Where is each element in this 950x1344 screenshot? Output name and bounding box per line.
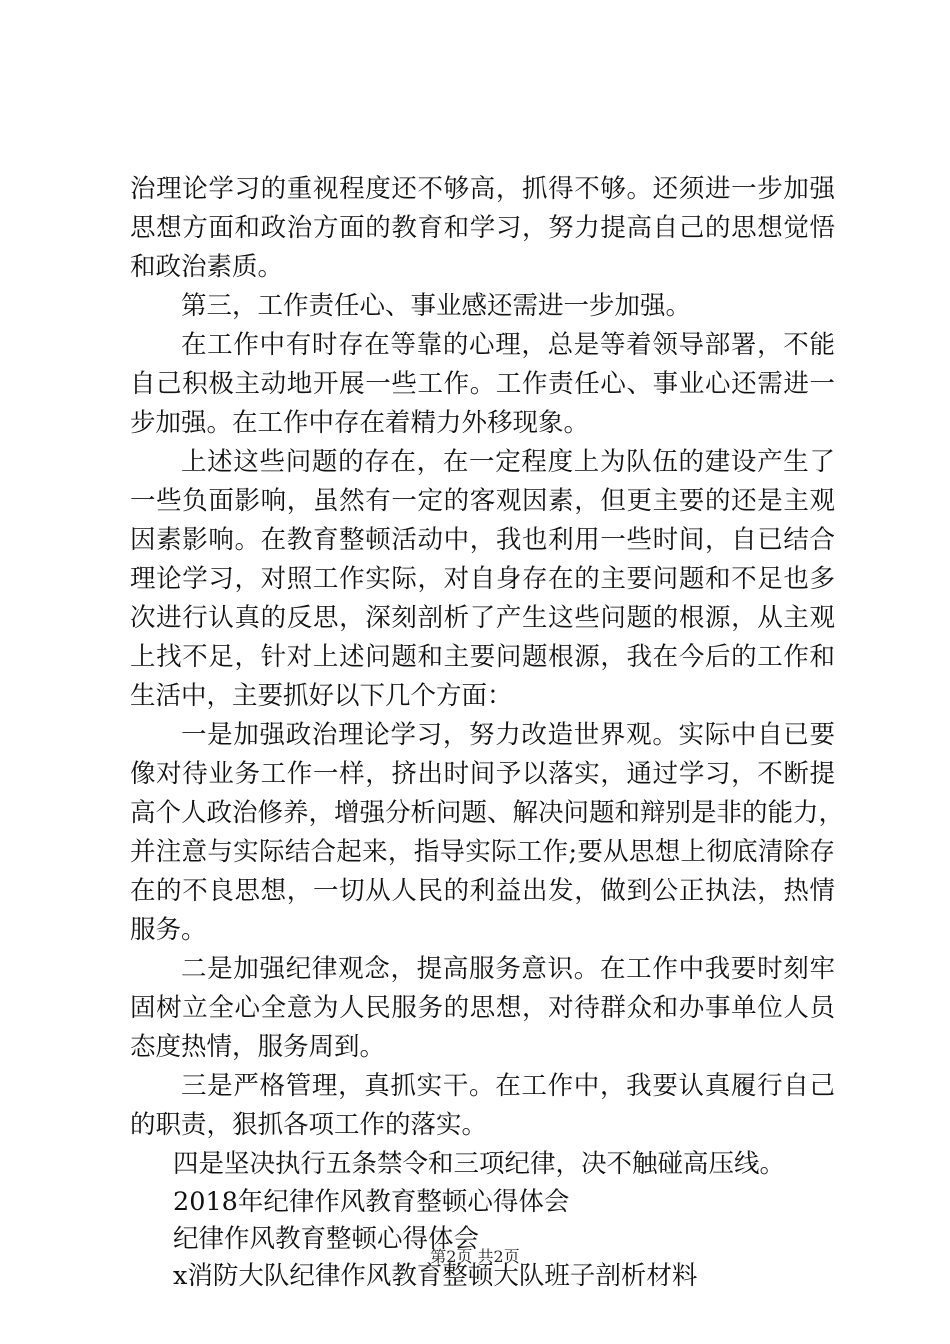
text-line: 生活中，主要抓好以下几个方面： <box>130 681 513 711</box>
text-line: 三是严格管理，真抓实干。在工作中，我要认真履行自己 <box>181 1071 835 1101</box>
text-line: 四是坚决执行五条禁令和三项纪律，决不触碰高压线。 <box>173 1149 786 1179</box>
text-line: 二是加强纪律观念，提高服务意识。在工作中我要时刻牢 <box>181 954 835 984</box>
related-title: x消防大队纪律作风教育整顿大队班子剖析材料 <box>173 1261 698 1291</box>
text-line: 上述这些问题的存在，在一定程度上为队伍的建设产生了 <box>181 447 835 477</box>
text-line: 和政治素质。 <box>130 252 284 282</box>
text-line: 像对待业务工作一样，挤出时间予以落实，通过学习，不断提 <box>130 759 835 789</box>
text-line: 态度热情，服务周到。 <box>130 1032 386 1062</box>
text-line: 固树立全心全意为人民服务的思想，对待群众和办事单位人员 <box>130 993 835 1023</box>
page-number-footer: 第2页 共2页 <box>430 1247 520 1266</box>
text-line: 次进行认真的反思，深刻剖析了产生这些问题的根源，从主观 <box>130 603 835 633</box>
text-line: 步加强。在工作中存在着精力外移现象。 <box>130 408 590 438</box>
text-line: 自己积极主动地开展一些工作。工作责任心、事业心还需进一 <box>130 369 835 399</box>
document-body <box>130 170 845 1295</box>
text-line: 上找不足，针对上述问题和主要问题根源，我在今后的工作和 <box>130 642 835 672</box>
text-line: 第三，工作责任心、事业感还需进一步加强。 <box>181 291 692 321</box>
text-line: 在的不良思想，一切从人民的利益出发，做到公正执法，热情 <box>130 876 835 906</box>
text-line: 理论学习，对照工作实际，对自身存在的主要问题和不足也多 <box>130 564 835 594</box>
text-line: 一些负面影响，虽然有一定的客观因素，但更主要的还是主观 <box>130 486 835 516</box>
related-title: 2018年纪律作风教育整顿心得体会 <box>173 1187 570 1217</box>
text-line: 思想方面和政治方面的教育和学习，努力提高自己的思想觉悟 <box>130 213 835 243</box>
text-line: 服务。 <box>130 915 207 945</box>
related-title: 纪律作风教育整顿心得体会 <box>173 1224 480 1254</box>
text-line: 高个人政治修养，增强分析问题、解决问题和辩别是非的能力， <box>130 798 845 828</box>
text-line: 在工作中有时存在等靠的心理，总是等着领导部署，不能 <box>181 330 835 360</box>
text-line: 一是加强政治理论学习，努力改造世界观。实际中自已要 <box>181 720 835 750</box>
text-line: 的职责，狠抓各项工作的落实。 <box>130 1110 488 1140</box>
text-line: 治理论学习的重视程度还不够高，抓得不够。还须进一步加强 <box>130 174 835 204</box>
text-line: 因素影响。在教育整顿活动中，我也利用一些时间，自已结合 <box>130 525 835 555</box>
text-line: 并注意与实际结合起来，指导实际工作;要从思想上彻底清除存 <box>130 837 835 867</box>
